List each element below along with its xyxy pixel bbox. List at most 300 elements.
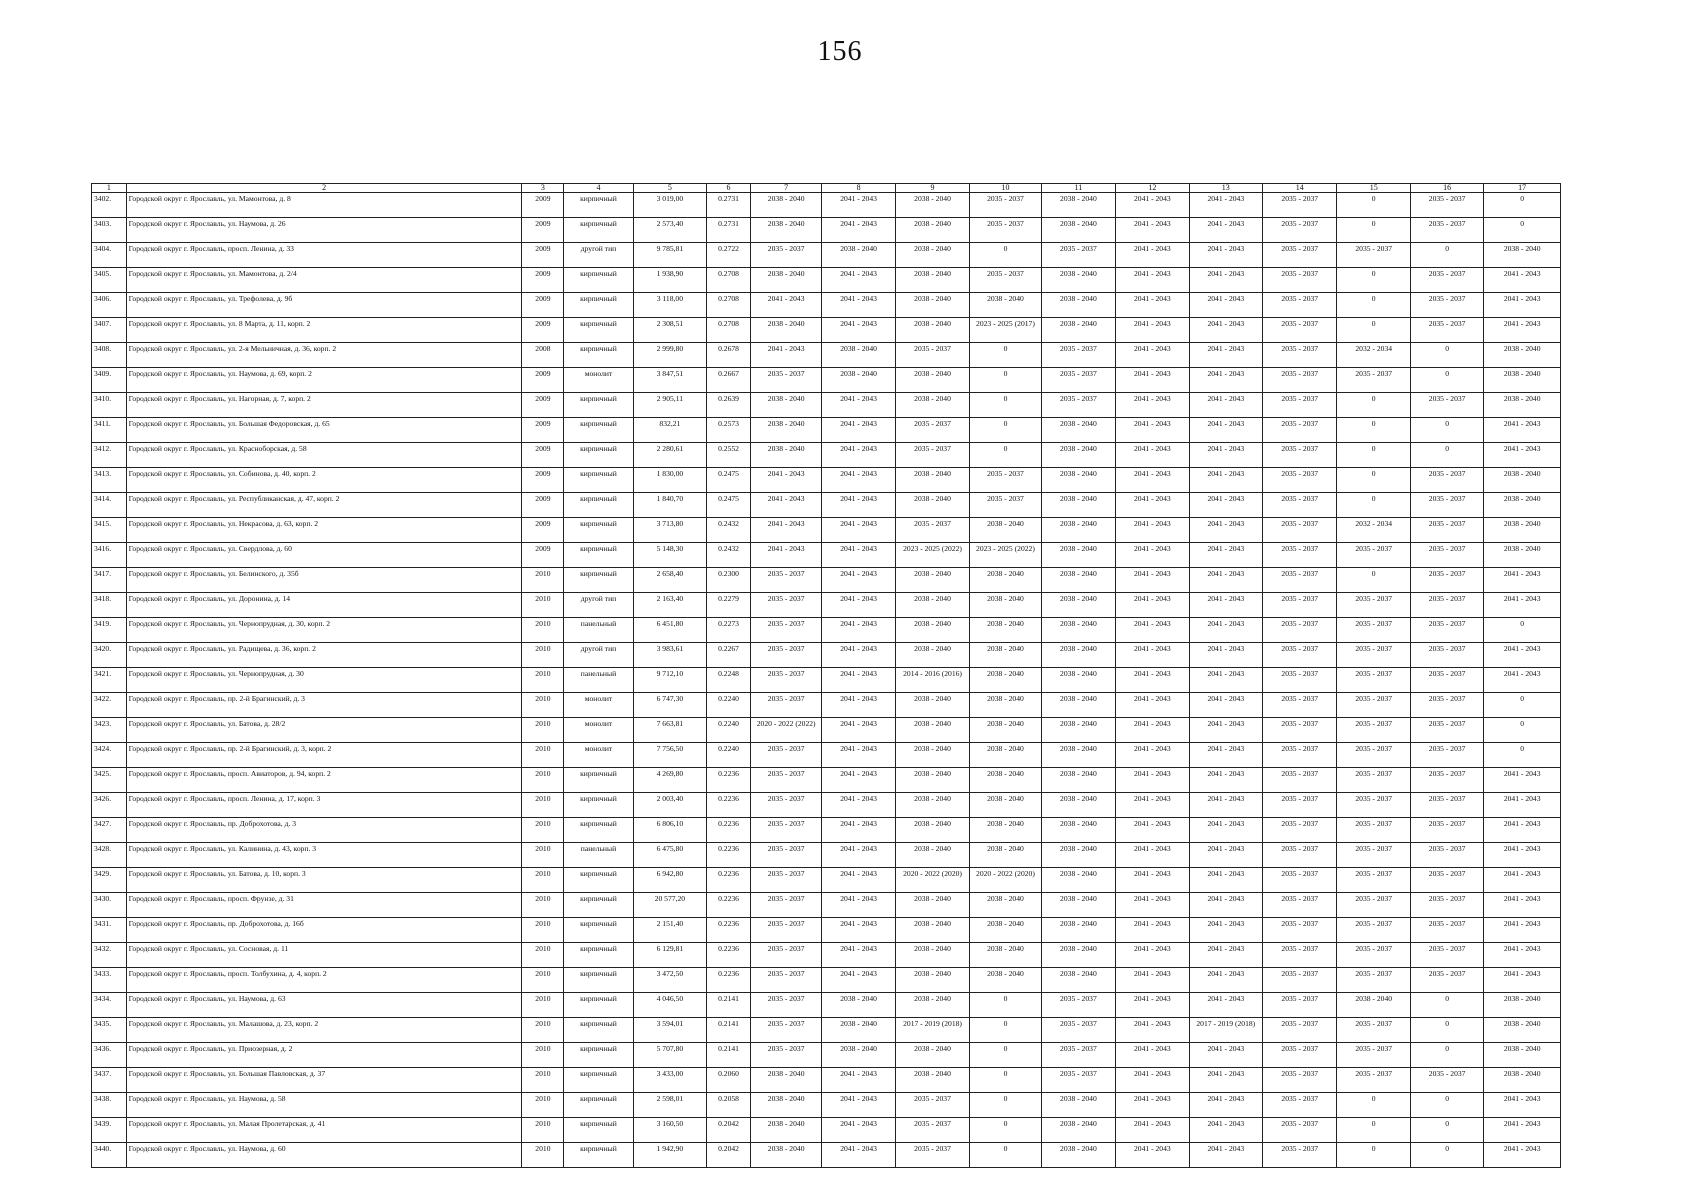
table-cell: 2038 - 2040 — [895, 993, 969, 1018]
table-cell: Городской округ г. Ярославль, ул. Батова, д. 10, корп. 3 — [126, 868, 522, 893]
table-cell: 2035 - 2037 — [1263, 718, 1337, 743]
table-cell: 2041 - 2043 — [1116, 868, 1189, 893]
table-cell: 3415. — [92, 518, 127, 543]
table-cell: 2035 - 2037 — [895, 418, 969, 443]
table-cell: 2041 - 2043 — [1189, 693, 1262, 718]
table-cell: 0 — [1337, 218, 1410, 243]
table-cell: 832,21 — [633, 418, 706, 443]
table-cell: 2038 - 2040 — [895, 693, 969, 718]
table-row — [92, 993, 1561, 1018]
table-cell: 2035 - 2037 — [1410, 468, 1483, 493]
table-row — [92, 593, 1561, 618]
table-cell: 2038 - 2040 — [970, 293, 1041, 318]
table-cell: 0 — [1337, 293, 1410, 318]
table-cell: 2038 - 2040 — [1484, 993, 1561, 1018]
table-cell: 2035 - 2037 — [1337, 718, 1410, 743]
table-cell: 2009 — [522, 293, 564, 318]
table-cell: 0.2236 — [707, 793, 751, 818]
table-body — [92, 184, 1561, 1168]
table-cell: 2038 - 2040 — [895, 268, 969, 293]
table-cell: 2041 - 2043 — [1189, 718, 1262, 743]
table-cell: 2035 - 2037 — [1263, 318, 1337, 343]
column-header: 9 — [895, 184, 969, 193]
table-cell: 2038 - 2040 — [1041, 893, 1115, 918]
table-cell: 2035 - 2037 — [1410, 793, 1483, 818]
table-cell: 2041 - 2043 — [1116, 243, 1189, 268]
table-cell: Городской округ г. Ярославль, ул. Большая Федоровская, д. 65 — [126, 418, 522, 443]
table-cell: 3 847,51 — [633, 368, 706, 393]
table-cell: 2035 - 2037 — [750, 893, 821, 918]
table-cell: 20 577,20 — [633, 893, 706, 918]
table-cell: кирпичный — [564, 1118, 633, 1143]
table-cell: Городской округ г. Ярославль, ул. Красноборская, д. 58 — [126, 443, 522, 468]
table-cell: 2010 — [522, 893, 564, 918]
table-cell: 2035 - 2037 — [1263, 968, 1337, 993]
table-cell: 0 — [1410, 1043, 1483, 1068]
table-cell: кирпичный — [564, 1018, 633, 1043]
table-cell: 0.2042 — [707, 1143, 751, 1168]
table-row — [92, 868, 1561, 893]
table-cell: 3 983,61 — [633, 643, 706, 668]
table-cell: 2041 - 2043 — [1189, 1143, 1262, 1168]
table-cell: 2041 - 2043 — [1484, 943, 1561, 968]
table-cell: 2038 - 2040 — [750, 193, 821, 218]
table-cell: 2035 - 2037 — [1337, 793, 1410, 818]
table-cell: 2041 - 2043 — [750, 518, 821, 543]
table-cell: 2038 - 2040 — [895, 918, 969, 943]
table-cell: 3408. — [92, 343, 127, 368]
table-cell: 2041 - 2043 — [1116, 718, 1189, 743]
table-cell: 2038 - 2040 — [1041, 768, 1115, 793]
table-cell: 2038 - 2040 — [822, 1043, 895, 1068]
table-cell: 2008 — [522, 343, 564, 368]
table-cell: 2038 - 2040 — [1484, 543, 1561, 568]
table-cell: Городской округ г. Ярославль, ул. Чернопрудная, д. 30 — [126, 668, 522, 693]
table-cell: 2 658,40 — [633, 568, 706, 593]
table-cell: кирпичный — [564, 193, 633, 218]
table-cell: 2041 - 2043 — [822, 718, 895, 743]
table-cell: 0 — [1337, 1143, 1410, 1168]
table-cell: 2041 - 2043 — [750, 493, 821, 518]
table-cell: 2041 - 2043 — [1484, 768, 1561, 793]
table-cell: 3411. — [92, 418, 127, 443]
table-cell: 2041 - 2043 — [1189, 243, 1262, 268]
table-cell: 2035 - 2037 — [750, 993, 821, 1018]
table-cell: 2041 - 2043 — [1189, 618, 1262, 643]
table-cell: 2035 - 2037 — [1263, 1068, 1337, 1093]
table-cell: 0 — [1337, 418, 1410, 443]
table-cell: 2010 — [522, 868, 564, 893]
table-cell: 0 — [1484, 743, 1561, 768]
table-cell: 2009 — [522, 543, 564, 568]
table-cell: Городской округ г. Ярославль, ул. Наумова, д. 69, корп. 2 — [126, 368, 522, 393]
table-cell: 2041 - 2043 — [1116, 393, 1189, 418]
table-cell: 2041 - 2043 — [822, 668, 895, 693]
table-cell: 2041 - 2043 — [1484, 568, 1561, 593]
table-cell: 3429. — [92, 868, 127, 893]
table-cell: 2035 - 2037 — [895, 1118, 969, 1143]
table-cell: 2041 - 2043 — [1484, 1093, 1561, 1118]
table-cell: 2041 - 2043 — [1484, 968, 1561, 993]
table-cell: 2035 - 2037 — [1337, 1043, 1410, 1068]
table-cell: Городской округ г. Ярославль, ул. 2-я Мельничная, д. 36, корп. 2 — [126, 343, 522, 368]
table-cell: 2041 - 2043 — [750, 343, 821, 368]
table-cell: 2035 - 2037 — [1337, 943, 1410, 968]
table-cell: 2035 - 2037 — [1337, 643, 1410, 668]
table-cell: Городской округ г. Ярославль, ул. Белинского, д. 35б — [126, 568, 522, 593]
table-cell: 2038 - 2040 — [1041, 293, 1115, 318]
table-cell: 2038 - 2040 — [895, 718, 969, 743]
table-cell: 2035 - 2037 — [1263, 668, 1337, 693]
table-row — [92, 1118, 1561, 1143]
table-cell: 2041 - 2043 — [1116, 943, 1189, 968]
table-cell: 2035 - 2037 — [1263, 993, 1337, 1018]
table-cell: 2014 - 2016 (2016) — [895, 668, 969, 693]
table-cell: Городской округ г. Ярославль, ул. Мамонтова, д. 8 — [126, 193, 522, 218]
table-cell: 2010 — [522, 768, 564, 793]
table-cell: 2041 - 2043 — [1189, 1118, 1262, 1143]
table-cell: 0.2667 — [707, 368, 751, 393]
table-cell: 2035 - 2037 — [1263, 368, 1337, 393]
table-cell: 0.2141 — [707, 1018, 751, 1043]
table-cell: 2035 - 2037 — [1041, 343, 1115, 368]
table-cell: 2041 - 2043 — [1189, 743, 1262, 768]
table-cell: кирпичный — [564, 893, 633, 918]
table-cell: 2041 - 2043 — [1116, 268, 1189, 293]
table-cell: 2038 - 2040 — [1041, 1093, 1115, 1118]
table-cell: 2035 - 2037 — [750, 743, 821, 768]
table-cell: 2041 - 2043 — [1116, 318, 1189, 343]
table-cell: 2035 - 2037 — [1410, 668, 1483, 693]
table-cell: 3 472,50 — [633, 968, 706, 993]
table-cell: 2038 - 2040 — [750, 418, 821, 443]
table-cell: 2041 - 2043 — [1484, 668, 1561, 693]
table-cell: 2009 — [522, 468, 564, 493]
table-cell: 2041 - 2043 — [1189, 793, 1262, 818]
table-cell: 6 942,80 — [633, 868, 706, 893]
table-cell: кирпичный — [564, 1043, 633, 1068]
table-cell: 2041 - 2043 — [1189, 918, 1262, 943]
table-cell: 2038 - 2040 — [750, 1093, 821, 1118]
table-cell: Городской округ г. Ярославль, просп. Фрунзе, д. 31 — [126, 893, 522, 918]
table-cell: 3433. — [92, 968, 127, 993]
table-cell: 2041 - 2043 — [1484, 418, 1561, 443]
table-cell: 6 451,80 — [633, 618, 706, 643]
table-cell: 0.2432 — [707, 543, 751, 568]
table-cell: кирпичный — [564, 793, 633, 818]
table-cell: 2038 - 2040 — [1041, 568, 1115, 593]
table-row — [92, 318, 1561, 343]
table-cell: 2041 - 2043 — [822, 1118, 895, 1143]
table-cell: 2038 - 2040 — [895, 193, 969, 218]
table-cell: 2010 — [522, 668, 564, 693]
table-cell: 2041 - 2043 — [822, 393, 895, 418]
table-cell: 2010 — [522, 818, 564, 843]
table-cell: 2035 - 2037 — [1041, 243, 1115, 268]
table-cell: 2041 - 2043 — [1484, 818, 1561, 843]
table-cell: 2041 - 2043 — [1189, 343, 1262, 368]
table-cell: 2010 — [522, 843, 564, 868]
table-cell: 2041 - 2043 — [822, 443, 895, 468]
table-cell: 0 — [970, 1093, 1041, 1118]
table-row — [92, 568, 1561, 593]
table-cell: 2041 - 2043 — [1116, 918, 1189, 943]
table-cell: 2035 - 2037 — [1410, 818, 1483, 843]
table-cell: 2035 - 2037 — [1337, 618, 1410, 643]
column-header: 4 — [564, 184, 633, 193]
table-cell: 0 — [1410, 443, 1483, 468]
table-row — [92, 768, 1561, 793]
table-cell: 2041 - 2043 — [1116, 493, 1189, 518]
table-cell: 2041 - 2043 — [1116, 443, 1189, 468]
table-cell: кирпичный — [564, 343, 633, 368]
table-cell: 2038 - 2040 — [895, 818, 969, 843]
table-cell: 2041 - 2043 — [1189, 943, 1262, 968]
table-cell: 2035 - 2037 — [1337, 543, 1410, 568]
table-cell: кирпичный — [564, 943, 633, 968]
table-cell: 0.2432 — [707, 518, 751, 543]
table-cell: 2009 — [522, 268, 564, 293]
table-cell: монолит — [564, 743, 633, 768]
table-cell: 2041 - 2043 — [1484, 918, 1561, 943]
table-cell: 0 — [1337, 1118, 1410, 1143]
table-cell: 2038 - 2040 — [895, 1068, 969, 1093]
table-cell: 2009 — [522, 218, 564, 243]
table-cell: 2038 - 2040 — [1041, 318, 1115, 343]
table-cell: 2038 - 2040 — [1041, 743, 1115, 768]
table-cell: 2038 - 2040 — [750, 1143, 821, 1168]
table-cell: 2035 - 2037 — [895, 1093, 969, 1118]
table-cell: 2038 - 2040 — [895, 368, 969, 393]
table-cell: 3402. — [92, 193, 127, 218]
table-cell: 2041 - 2043 — [1116, 568, 1189, 593]
table-cell: 2041 - 2043 — [822, 218, 895, 243]
table-cell: 2038 - 2040 — [895, 318, 969, 343]
table-cell: 2 999,80 — [633, 343, 706, 368]
table-cell: 0 — [1484, 693, 1561, 718]
table-cell: 2035 - 2037 — [970, 268, 1041, 293]
table-cell: 2041 - 2043 — [1116, 668, 1189, 693]
table-cell: 2038 - 2040 — [1041, 968, 1115, 993]
table-cell: 2041 - 2043 — [822, 793, 895, 818]
table-cell: 2010 — [522, 1118, 564, 1143]
table-cell: 2035 - 2037 — [750, 668, 821, 693]
table-cell: 2041 - 2043 — [1189, 868, 1262, 893]
table-cell: 2035 - 2037 — [750, 843, 821, 868]
table-cell: 2041 - 2043 — [1116, 593, 1189, 618]
table-cell: 2038 - 2040 — [895, 468, 969, 493]
table-cell: 2035 - 2037 — [1410, 568, 1483, 593]
table-cell: 2041 - 2043 — [1189, 993, 1262, 1018]
table-cell: Городской округ г. Ярославль, ул. Радищева, д. 36, корп. 2 — [126, 643, 522, 668]
table-cell: 2035 - 2037 — [1263, 768, 1337, 793]
table-cell: 2035 - 2037 — [750, 1043, 821, 1068]
table-cell: 2035 - 2037 — [895, 343, 969, 368]
table-cell: 0.2722 — [707, 243, 751, 268]
table-cell: 2035 - 2037 — [1263, 243, 1337, 268]
table-cell: 2038 - 2040 — [970, 843, 1041, 868]
table-cell: 2041 - 2043 — [822, 543, 895, 568]
table-cell: 3431. — [92, 918, 127, 943]
table-cell: 2041 - 2043 — [822, 618, 895, 643]
table-cell: 2038 - 2040 — [1041, 868, 1115, 893]
table-cell: 2038 - 2040 — [750, 443, 821, 468]
table-cell: другой тип — [564, 643, 633, 668]
table-cell: 3428. — [92, 843, 127, 868]
table-cell: 2035 - 2037 — [1410, 918, 1483, 943]
table-cell: 2035 - 2037 — [1337, 243, 1410, 268]
column-header: 13 — [1189, 184, 1262, 193]
table-cell: 2038 - 2040 — [895, 243, 969, 268]
table-cell: Городской округ г. Ярославль, ул. Собинова, д. 40, корп. 2 — [126, 468, 522, 493]
table-cell: 0 — [970, 1018, 1041, 1043]
table-cell: 2010 — [522, 1093, 564, 1118]
table-cell: кирпичный — [564, 1143, 633, 1168]
table-cell: 3417. — [92, 568, 127, 593]
table-cell: 2035 - 2037 — [1041, 368, 1115, 393]
table-cell: 2041 - 2043 — [1116, 793, 1189, 818]
table-row — [92, 943, 1561, 968]
table-cell: 2 151,40 — [633, 918, 706, 943]
table-cell: 3426. — [92, 793, 127, 818]
table-cell: 2035 - 2037 — [750, 243, 821, 268]
table-cell: 0 — [970, 993, 1041, 1018]
table-cell: 2035 - 2037 — [1410, 693, 1483, 718]
table-cell: 2035 - 2037 — [1337, 1068, 1410, 1093]
table-cell: 2023 - 2025 (2022) — [895, 543, 969, 568]
table-cell: 2035 - 2037 — [1337, 693, 1410, 718]
table-cell: 2041 - 2043 — [1116, 993, 1189, 1018]
table-cell: 3423. — [92, 718, 127, 743]
column-header: 14 — [1263, 184, 1337, 193]
table-cell: 2035 - 2037 — [1263, 468, 1337, 493]
table-cell: 2041 - 2043 — [1116, 1068, 1189, 1093]
table-cell: 2038 - 2040 — [822, 243, 895, 268]
table-cell: 2035 - 2037 — [1263, 1043, 1337, 1068]
table-cell: 0 — [970, 1068, 1041, 1093]
table-cell: 0.2236 — [707, 968, 751, 993]
table-cell: 2038 - 2040 — [895, 218, 969, 243]
table-cell: 2035 - 2037 — [1263, 418, 1337, 443]
table-cell: 2038 - 2040 — [970, 943, 1041, 968]
table-cell: 2038 - 2040 — [895, 768, 969, 793]
table-cell: 2035 - 2037 — [1337, 868, 1410, 893]
table-row — [92, 543, 1561, 568]
table-cell: 0.2300 — [707, 568, 751, 593]
table-cell: 2038 - 2040 — [970, 968, 1041, 993]
table-cell: 3403. — [92, 218, 127, 243]
table-cell: 2041 - 2043 — [1189, 818, 1262, 843]
table-cell: 2009 — [522, 393, 564, 418]
table-cell: 3 433,00 — [633, 1068, 706, 1093]
table-cell: 2041 - 2043 — [1189, 543, 1262, 568]
table-cell: 2020 - 2022 (2020) — [970, 868, 1041, 893]
table-cell: 2 905,11 — [633, 393, 706, 418]
table-row — [92, 368, 1561, 393]
table-cell: 0.2267 — [707, 643, 751, 668]
column-header: 5 — [633, 184, 706, 193]
table-cell: 0 — [970, 418, 1041, 443]
table-cell: 2041 - 2043 — [1484, 443, 1561, 468]
column-header: 16 — [1410, 184, 1483, 193]
table-cell: 1 830,00 — [633, 468, 706, 493]
table-cell: 2035 - 2037 — [750, 593, 821, 618]
table-cell: 2009 — [522, 493, 564, 518]
table-cell: 2041 - 2043 — [1116, 543, 1189, 568]
table-cell: кирпичный — [564, 468, 633, 493]
table-row — [92, 193, 1561, 218]
table-cell: 2035 - 2037 — [1410, 968, 1483, 993]
table-cell: 2041 - 2043 — [1189, 593, 1262, 618]
table-cell: 3409. — [92, 368, 127, 393]
table-cell: Городской округ г. Ярославль, ул. Калинина, д. 43, корп. 3 — [126, 843, 522, 868]
table-cell: 2038 - 2040 — [1041, 268, 1115, 293]
table-cell: кирпичный — [564, 868, 633, 893]
table-cell: 2038 - 2040 — [1484, 243, 1561, 268]
table-cell: 2035 - 2037 — [1263, 918, 1337, 943]
table-cell: 3427. — [92, 818, 127, 843]
table-cell: 0 — [1484, 718, 1561, 743]
table-cell: 2035 - 2037 — [1263, 568, 1337, 593]
table-cell: панельный — [564, 843, 633, 868]
column-header: 6 — [707, 184, 751, 193]
table-cell: кирпичный — [564, 768, 633, 793]
table-cell: 2035 - 2037 — [1410, 218, 1483, 243]
table-cell: 2038 - 2040 — [970, 818, 1041, 843]
table-cell: панельный — [564, 668, 633, 693]
table-cell: 2041 - 2043 — [822, 318, 895, 343]
table-row — [92, 843, 1561, 868]
table-cell: 0 — [1410, 1118, 1483, 1143]
column-header: 12 — [1116, 184, 1189, 193]
table-cell: 1 840,70 — [633, 493, 706, 518]
table-cell: 0.2678 — [707, 343, 751, 368]
table-cell: 2041 - 2043 — [1484, 1143, 1561, 1168]
table-cell: 2035 - 2037 — [750, 693, 821, 718]
table-cell: 2009 — [522, 193, 564, 218]
table-cell: 0.2573 — [707, 418, 751, 443]
register-table — [91, 183, 1561, 1168]
table-cell: 0 — [970, 368, 1041, 393]
table-cell: 2017 - 2019 (2018) — [895, 1018, 969, 1043]
table-cell: 0 — [1484, 218, 1561, 243]
table-cell: другой тип — [564, 593, 633, 618]
table-cell: Городской округ г. Ярославль, ул. Приозерная, д. 2 — [126, 1043, 522, 1068]
table-cell: 2041 - 2043 — [1484, 268, 1561, 293]
table-row — [92, 643, 1561, 668]
table-cell: 2041 - 2043 — [822, 493, 895, 518]
table-cell: 2038 - 2040 — [895, 493, 969, 518]
table-cell: 2035 - 2037 — [1263, 193, 1337, 218]
table-cell: 2035 - 2037 — [1410, 293, 1483, 318]
table-cell: 1 938,90 — [633, 268, 706, 293]
page-number: 156 — [817, 36, 863, 67]
table-cell: 3434. — [92, 993, 127, 1018]
table-cell: 2 280,61 — [633, 443, 706, 468]
table-cell: Городской округ г. Ярославль, просп. Толбухина, д. 4, корп. 2 — [126, 968, 522, 993]
table-cell: 2038 - 2040 — [895, 968, 969, 993]
table-cell: 0 — [970, 443, 1041, 468]
table-cell: 2041 - 2043 — [1189, 768, 1262, 793]
table-cell: 2041 - 2043 — [1189, 893, 1262, 918]
table-cell: 2035 - 2037 — [895, 443, 969, 468]
table-cell: 2038 - 2040 — [1041, 468, 1115, 493]
table-cell: Городской округ г. Ярославль, ул. Свердлова, д. 60 — [126, 543, 522, 568]
table-cell: 9 785,81 — [633, 243, 706, 268]
table-row — [92, 518, 1561, 543]
table-cell: Городской округ г. Ярославль, ул. Республиканская, д. 47, корп. 2 — [126, 493, 522, 518]
table-row — [92, 268, 1561, 293]
